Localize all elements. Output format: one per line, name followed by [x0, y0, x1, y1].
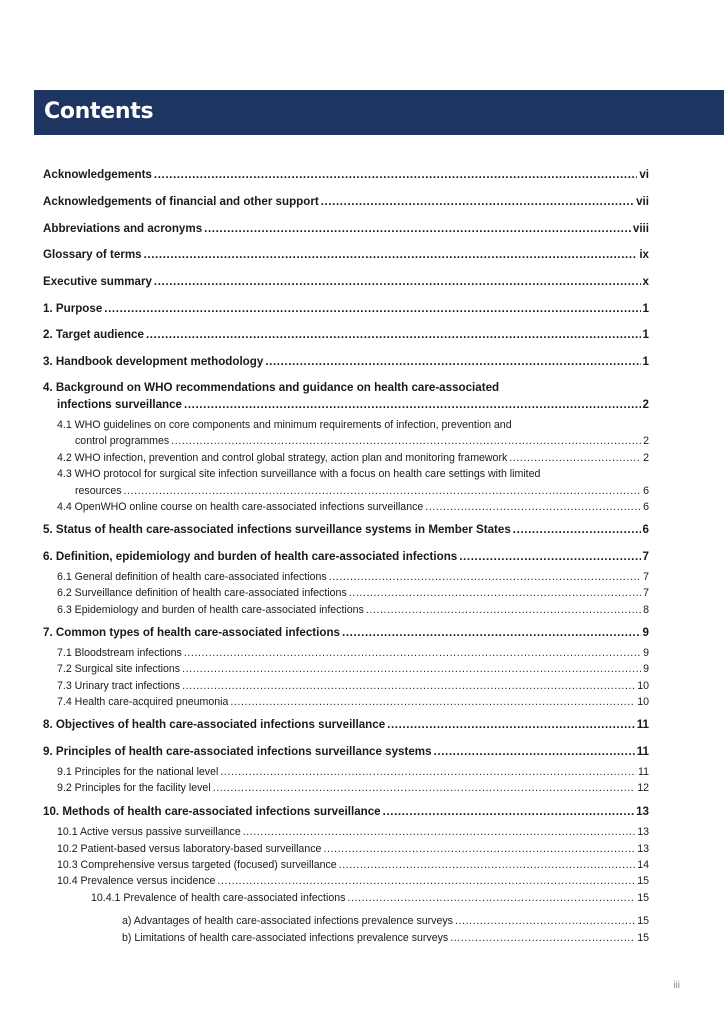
toc-entry-10-4-1-a[interactable] — [122, 914, 649, 928]
leader-dots — [383, 805, 634, 819]
toc-entry-title: Acknowledgements of financial and other support — [43, 195, 319, 208]
toc-entry-target-audience[interactable] — [43, 328, 649, 342]
toc-entry-page: 2 — [643, 435, 649, 447]
toc-entry-10-1[interactable] — [57, 825, 649, 839]
toc-entry-title: resources — [75, 485, 122, 497]
toc-entry-title: Executive summary — [43, 275, 152, 288]
toc-entry-page: 9 — [643, 647, 649, 659]
toc-entry-title: 7. Common types of health care-associated infections — [43, 626, 341, 639]
toc-entry-page: 15 — [637, 875, 649, 887]
toc-entry-abbreviations[interactable] — [43, 222, 649, 236]
leader-dots — [349, 586, 641, 600]
toc-entry-page: 11 — [636, 745, 649, 758]
toc-entry-page: 8 — [643, 604, 649, 616]
toc-entry-executive-summary[interactable] — [43, 275, 649, 289]
toc-entry-title: 10.4.1 Prevalence of health care-associated infections — [91, 892, 346, 904]
leader-dots — [342, 626, 641, 640]
toc-entry-page: 2 — [643, 452, 649, 464]
toc-entry-4-1[interactable] — [75, 434, 649, 448]
toc-entry-page: x — [642, 275, 649, 288]
leader-dots — [182, 662, 641, 676]
toc-entry-title: 6. Definition, epidemiology and burden of health care-associated infections — [43, 550, 458, 563]
toc-entry-title: 7.2 Surgical site infections — [57, 663, 181, 675]
toc-entry-title: 8. Objectives of health care-associated infections surveillance — [43, 718, 386, 731]
toc-entry-title: Abbreviations and acronyms — [43, 222, 203, 235]
toc-entry-page: 15 — [637, 915, 649, 927]
toc-entry-4-1-line1: 4.1 WHO guidelines on core components and minimum requirements of infection, prevention and — [57, 419, 512, 431]
toc-entry-page: 9 — [642, 626, 649, 639]
toc-entry-purpose[interactable] — [43, 302, 649, 316]
leader-dots — [321, 195, 634, 209]
toc-entry-principles[interactable] — [43, 745, 649, 759]
toc-entry-6-3[interactable] — [57, 603, 649, 617]
leader-dots — [329, 570, 641, 584]
toc-entry-title: 6.1 General definition of health care-associated infections — [57, 571, 327, 583]
toc-entry-page: 6 — [643, 501, 649, 513]
toc-entry-title: 9. Principles of health care-associated infections surveillance systems — [43, 745, 432, 758]
toc-entry-page: 6 — [643, 485, 649, 497]
toc-entry-title: b) Limitations of health care-associated infections prevalence surveys — [122, 932, 449, 944]
toc-entry-title: infections surveillance — [57, 398, 183, 411]
leader-dots — [124, 484, 642, 498]
leader-dots — [184, 398, 641, 412]
toc-entry-7-1[interactable] — [57, 646, 649, 660]
leader-dots — [217, 874, 635, 888]
leader-dots — [171, 434, 641, 448]
toc-entry-page: 7 — [642, 550, 649, 563]
leader-dots — [459, 550, 640, 564]
toc-entry-page: 7 — [643, 571, 649, 583]
toc-entry-title: 10.4 Prevalence versus incidence — [57, 875, 216, 887]
toc-entry-common-types[interactable] — [43, 626, 649, 640]
toc-entry-title: 10. Methods of health care-associated infections surveillance — [43, 805, 381, 818]
toc-entry-title: Acknowledgements — [43, 168, 152, 181]
toc-entry-6-1[interactable] — [57, 570, 649, 584]
leader-dots — [243, 825, 635, 839]
toc-entry-title: 10.3 Comprehensive versus targeted (focused) surveillance — [57, 859, 337, 871]
leader-dots — [434, 745, 635, 759]
toc-entry-page: 2 — [642, 398, 649, 411]
toc-entry-page: 15 — [637, 892, 649, 904]
toc-entry-financial-support[interactable] — [43, 195, 649, 209]
toc-entry-page: ix — [639, 248, 649, 261]
toc-entry-title: 10.1 Active versus passive surveillance — [57, 826, 241, 838]
page-title: Contents — [44, 99, 154, 124]
leader-dots — [104, 302, 640, 316]
toc-entry-4-3[interactable] — [75, 484, 649, 498]
leader-dots — [213, 781, 636, 795]
toc-entry-page: 6 — [642, 523, 649, 536]
toc-entry-title: control programmes — [75, 435, 170, 447]
toc-entry-9-2[interactable] — [57, 781, 649, 795]
toc-entry-title: 9.2 Principles for the facility level — [57, 782, 211, 794]
toc-entry-acknowledgements[interactable] — [43, 168, 649, 182]
leader-dots — [509, 451, 641, 465]
toc-entry-objectives[interactable] — [43, 718, 649, 732]
leader-dots — [513, 523, 641, 537]
toc-entry-10-4[interactable] — [57, 874, 649, 888]
toc-entry-title: 7.3 Urinary tract infections — [57, 680, 181, 692]
leader-dots — [204, 222, 631, 236]
toc-entry-7-2[interactable] — [57, 662, 649, 676]
toc-entry-page: vi — [639, 168, 649, 181]
toc-entry-page: viii — [632, 222, 649, 235]
toc-entry-page: 1 — [642, 355, 649, 368]
toc-entry-title: 1. Purpose — [43, 302, 103, 315]
toc-entry-glossary[interactable] — [43, 248, 649, 262]
leader-dots — [182, 679, 635, 693]
toc-entry-7-3[interactable] — [57, 679, 649, 693]
toc-entry-title: 3. Handbook development methodology — [43, 355, 264, 368]
toc-entry-page: 10 — [637, 696, 649, 708]
toc-entry-title: 7.1 Bloodstream infections — [57, 647, 182, 659]
toc-entry-4-3-line1: 4.3 WHO protocol for surgical site infection surveillance with a focus on health care settings with limited — [57, 468, 541, 480]
toc-entry-page: 1 — [642, 302, 649, 315]
toc-entry-title: 2. Target audience — [43, 328, 144, 341]
toc-entry-page: 15 — [637, 932, 649, 944]
toc-entry-title: 6.2 Surveillance definition of health care-associated infections — [57, 587, 347, 599]
leader-dots — [146, 328, 641, 342]
toc-entry-page: 13 — [637, 843, 649, 855]
toc-entry-status[interactable] — [43, 523, 649, 537]
toc-entry-page: 11 — [636, 718, 649, 731]
toc-entry-page: 12 — [637, 782, 649, 794]
leader-dots — [230, 695, 635, 709]
toc-entry-10-2[interactable] — [57, 842, 649, 856]
toc-entry-page: 14 — [637, 859, 649, 871]
toc-entry-6-2[interactable] — [57, 586, 649, 600]
toc-entry-page: 11 — [638, 766, 649, 778]
toc-entry-page: 7 — [643, 587, 649, 599]
toc-entry-background-line1: 4. Background on WHO recommendations and guidance on health care-associated — [43, 381, 500, 394]
toc-entry-definition[interactable] — [43, 550, 649, 564]
leader-dots — [339, 858, 636, 872]
toc-entry-title: 6.3 Epidemiology and burden of health care-associated infections — [57, 604, 364, 616]
leader-dots — [154, 275, 641, 289]
toc-entry-page: vii — [636, 195, 649, 208]
toc-entry-page: 10 — [637, 680, 649, 692]
leader-dots — [184, 646, 641, 660]
toc-entry-title: a) Advantages of health care-associated infections prevalence surveys — [122, 915, 453, 927]
leader-dots — [265, 355, 640, 369]
leader-dots — [387, 718, 635, 732]
leader-dots — [455, 914, 635, 928]
toc-entry-title: Glossary of terms — [43, 248, 142, 261]
leader-dots — [425, 500, 641, 514]
toc-entry-methodology[interactable] — [43, 355, 649, 369]
toc-entry-background[interactable] — [57, 398, 649, 412]
toc-entry-10-3[interactable] — [57, 858, 649, 872]
toc-entry-title: 4.2 WHO infection, prevention and control global strategy, action plan and monitoring framework — [57, 452, 508, 464]
toc-entry-7-4[interactable] — [57, 695, 649, 709]
toc-entry-page: 13 — [636, 805, 649, 818]
toc-entry-9-1[interactable] — [57, 765, 649, 779]
leader-dots — [144, 248, 638, 262]
toc-entry-10-4-1[interactable] — [91, 891, 649, 905]
leader-dots — [366, 603, 641, 617]
toc-entry-10-4-1-b[interactable] — [122, 931, 649, 945]
leader-dots — [154, 168, 637, 182]
toc-entry-title: 4.4 OpenWHO online course on health care-associated infections surveillance — [57, 501, 424, 513]
toc-entry-methods[interactable] — [43, 805, 649, 819]
toc-entry-4-2[interactable] — [57, 451, 649, 465]
toc-entry-title: 5. Status of health care-associated infections surveillance systems in Member States — [43, 523, 511, 536]
toc-entry-page: 1 — [642, 328, 649, 341]
toc-entry-4-4[interactable] — [57, 500, 649, 514]
toc-entry-title: 9.1 Principles for the national level — [57, 766, 219, 778]
leader-dots — [323, 842, 635, 856]
toc-entry-title: 7.4 Health care-acquired pneumonia — [57, 696, 229, 708]
toc-entry-title: 10.2 Patient-based versus laboratory-based surveillance — [57, 843, 322, 855]
toc-entry-page: 9 — [643, 663, 649, 675]
leader-dots — [450, 931, 635, 945]
toc-entry-page: 13 — [637, 826, 649, 838]
leader-dots — [220, 765, 636, 779]
leader-dots — [347, 891, 635, 905]
page-number: iii — [673, 980, 680, 991]
